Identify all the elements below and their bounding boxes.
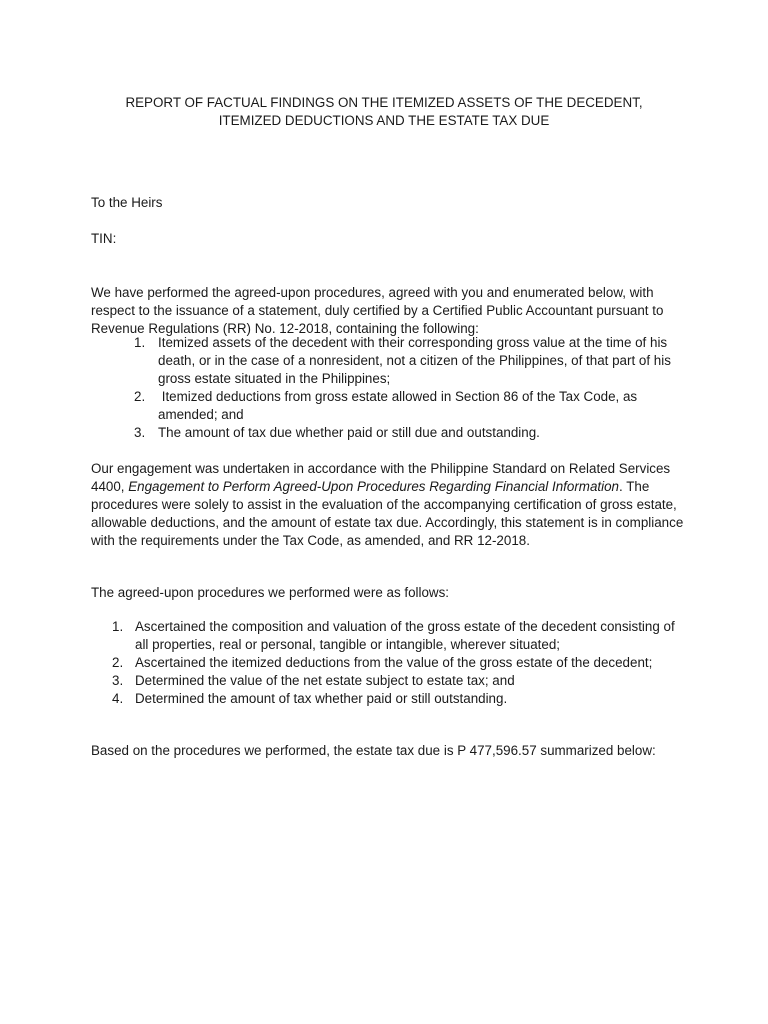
- engagement-paragraph: [91, 460, 691, 550]
- list-item-number: 3.: [134, 425, 146, 440]
- list-item: [91, 672, 691, 690]
- list-item-number: 4.: [112, 691, 124, 706]
- engagement-text-before: Our engagement was undertaken in accordance with the Philippine Standard on Related Services 4400,: [91, 461, 671, 494]
- list-item-text: Itemized assets of the decedent with their corresponding gross value at the time of his death, or in the case of a nonresident, not a citizen of the Philippines, of that part of his gross estate situated in the Philippines;: [158, 335, 671, 386]
- list-item-text: The amount of tax due whether paid or still due and outstanding.: [158, 425, 540, 440]
- report-title-line-2: ITEMIZED DEDUCTIONS AND THE ESTATE TAX DUE: [218, 113, 550, 128]
- list-item-text: Itemized deductions from gross estate allowed in Section 86 of the Tax Code, as amended; and: [158, 389, 641, 422]
- procedures-intro: The agreed-upon procedures we performed were as follows:: [91, 585, 450, 600]
- procedures-list: [91, 618, 691, 708]
- report-title-line-1: REPORT OF FACTUAL FINDINGS ON THE ITEMIZED ASSETS OF THE DECEDENT,: [125, 95, 643, 110]
- list-item-number: 3.: [112, 673, 124, 688]
- statement-contents-list: [91, 334, 691, 442]
- list-item-text: Ascertained the itemized deductions from the value of the gross estate of the decedent;: [135, 655, 653, 670]
- list-item-number: 2.: [134, 389, 146, 404]
- list-item: [91, 654, 691, 672]
- list-item: [91, 618, 691, 654]
- list-item: [91, 388, 691, 424]
- list-item: [91, 690, 691, 708]
- engagement-text-after: . The procedures were solely to assist in the evaluation of the accompanying certification of gross estate, allowable deductions, and the amount of estate tax due. Accordingly, this statement is in compliance with the requirements under the Tax Code, as amended, and RR 12-2018.: [91, 479, 684, 548]
- standard-title: Engagement to Perform Agreed-Upon Procedures Regarding Financial Information: [128, 479, 619, 494]
- list-item-text: Determined the value of the net estate subject to estate tax; and: [135, 673, 515, 688]
- list-item-number: 1.: [112, 619, 124, 634]
- list-item: [91, 424, 691, 442]
- conclusion-paragraph: Based on the procedures we performed, the estate tax due is P 477,596.57 summarized below:: [91, 743, 656, 758]
- list-item-text: Ascertained the composition and valuation of the gross estate of the decedent consisting of all properties, real or personal, tangible or intangible, wherever situated;: [135, 619, 675, 652]
- list-item: [91, 334, 691, 388]
- list-item-number: 1.: [134, 335, 146, 350]
- report-title: [0, 94, 768, 130]
- list-item-text: Determined the amount of tax whether paid or still outstanding.: [135, 691, 508, 706]
- list-item-number: 2.: [112, 655, 124, 670]
- tin-label: TIN:: [91, 231, 117, 246]
- intro-paragraph: We have performed the agreed-upon procedures, agreed with you and enumerated below, with respect to the issuance of a statement, duly certified by a Certified Public Accountant pursuant to Revenue Regulations (RR) No. 12-2018, containing the following:: [91, 285, 664, 336]
- addressee: To the Heirs: [91, 195, 163, 210]
